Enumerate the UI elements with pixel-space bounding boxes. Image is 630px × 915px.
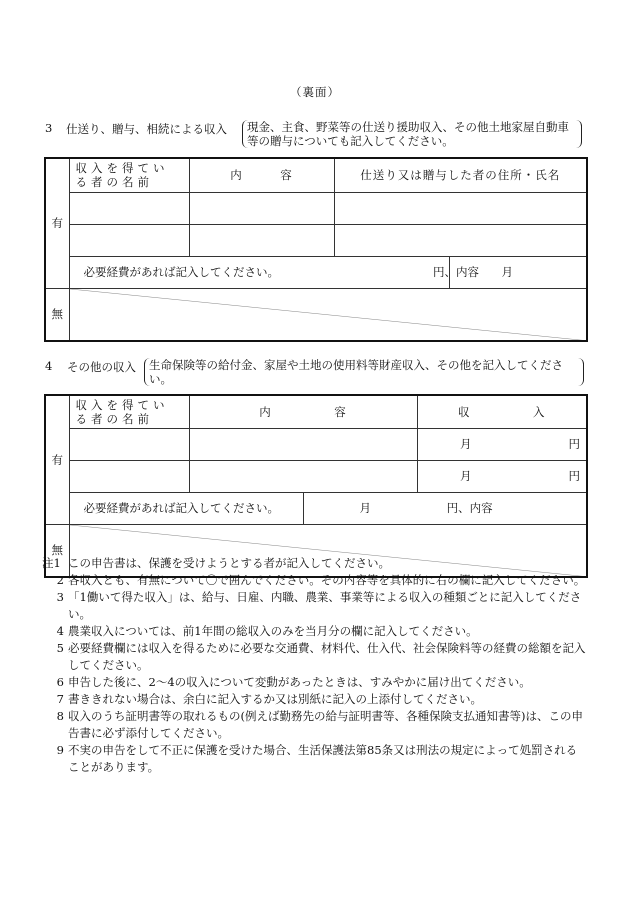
- note-text: 書ききれない場合は、余白に記入するか又は別紙に記入の上添付してください。: [68, 692, 482, 706]
- section4-earner-cell-1[interactable]: [69, 428, 189, 460]
- section3-earner-cell-1[interactable]: [69, 192, 189, 224]
- section3-none-slash: [69, 288, 587, 341]
- section4-expenses-amount[interactable]: [303, 492, 587, 524]
- section3-table: [44, 157, 588, 342]
- section4-title: その他の収入: [67, 360, 136, 374]
- section4-row2-yen: 円: [568, 469, 580, 483]
- section3-has-cell[interactable]: [45, 158, 69, 288]
- note-text: 必要経費欄には収入を得るために必要な交通費、材料代、仕入代、社会保険料等の経費の総額を記入してください。: [68, 641, 586, 672]
- note-text: 農業収入については、前1年間の総収入のみを当月分の欄に記入してください。: [68, 624, 478, 638]
- section4-number: 4: [45, 359, 53, 373]
- note-item: [42, 555, 588, 572]
- section3-title: 仕送り、贈与、相続による収入: [66, 122, 227, 136]
- section4-income-header: 収 入: [417, 395, 587, 428]
- note-text: 「1働いて得た収入」は、給与、日雇、内職、農業、事業等による収入の種類ごとに記入してください。: [68, 590, 582, 621]
- section4-content-header: 内 容: [189, 395, 417, 428]
- note-number: 7: [56, 692, 64, 706]
- note-item: [48, 674, 588, 691]
- section3-earner-header: 収入を得ている者の名前: [69, 158, 189, 192]
- section3-note: 現金、主食、野菜等の仕送り援助収入、その他土地家屋自動車等の贈与についても記入してください。: [242, 120, 582, 148]
- section4-earner-cell-2[interactable]: [69, 460, 189, 492]
- note-text: 不実の申告をして不正に保護を受けた場合、生活保護法第85条又は刑法の規定によって処罰されることがあります。: [68, 743, 578, 774]
- notes-list: [42, 555, 588, 776]
- section4-expenses-label: 必要経費があれば記入してください。: [69, 492, 303, 524]
- section4-content-cell-1[interactable]: [189, 428, 417, 460]
- section3-sender-header: 仕送り又は贈与した者の住所・氏名: [334, 158, 587, 192]
- page-title: （裏面）: [290, 85, 340, 99]
- section4-income-cell-2[interactable]: [417, 460, 587, 492]
- section4-row1-month: 月: [460, 437, 472, 451]
- section3-content-header: 内 容: [189, 158, 334, 192]
- note-number: 5: [56, 641, 64, 655]
- note-item: [48, 708, 588, 742]
- section3-sender-cell-2[interactable]: [334, 224, 587, 256]
- section4-content-cell-2[interactable]: [189, 460, 417, 492]
- section4-row2-month: 月: [460, 469, 472, 483]
- note-item: [48, 589, 588, 623]
- section4-earner-header: 収入を得ている者の名前: [69, 395, 189, 428]
- note-item: [48, 623, 588, 640]
- section3-yen-content-label: 円、内容: [433, 265, 479, 279]
- note-text: この申告書は、保護を受けようとする者が記入してください。: [68, 556, 390, 570]
- section3-content-cell-2[interactable]: [189, 224, 334, 256]
- section3-none-label: 無: [51, 307, 63, 322]
- section3-expenses-label: 必要経費があれば記入してください。: [69, 256, 449, 288]
- section4-note: 生命保険等の給付金、家屋や土地の使用料等財産収入、その他を記入してください。: [144, 358, 584, 386]
- section4-month-label: 月: [359, 501, 371, 515]
- note-number: 4: [56, 624, 64, 638]
- diagonal-line-icon: [70, 289, 587, 341]
- section4-yen-content-label: 円、内容: [446, 501, 493, 515]
- section4-has-label: 有: [51, 452, 63, 467]
- note-item: [48, 640, 588, 674]
- section4-row1-yen: 円: [568, 437, 580, 451]
- section3-number: 3: [45, 121, 53, 135]
- note-item: [48, 742, 588, 776]
- section3-has-label: 有: [51, 216, 63, 231]
- section3-earner-cell-2[interactable]: [69, 224, 189, 256]
- note-text: 収入のうち証明書等の取れるもの(例えば勤務先の給与証明書等、各種保険支払通知書等)は、この申告書に必ず添付してください。: [68, 709, 583, 740]
- note-text: 各収入とも、有無について〇で囲んでください。その内容等を具体的に右の欄に記入してください。: [68, 573, 586, 587]
- section3-month-label: 月: [501, 265, 513, 279]
- section4-has-cell[interactable]: [45, 395, 69, 524]
- section4-none-label: 無: [51, 543, 63, 558]
- section3-sender-cell-1[interactable]: [334, 192, 587, 224]
- note-number: 3: [56, 590, 64, 604]
- note-item: [48, 691, 588, 708]
- note-number: 2: [56, 573, 64, 587]
- note-text: 申告した後に、2〜4の収入について変動があったときは、すみやかに届け出てください。: [68, 675, 531, 689]
- section4-income-cell-1[interactable]: [417, 428, 587, 460]
- note-number: 8: [56, 709, 64, 723]
- section4-table: [44, 394, 588, 578]
- section3-content-cell-1[interactable]: [189, 192, 334, 224]
- section3-none-cell[interactable]: [45, 288, 69, 341]
- note-item: [48, 572, 588, 589]
- note-number: 注1: [42, 556, 61, 570]
- note-number: 6: [56, 675, 64, 689]
- note-number: 9: [56, 743, 64, 757]
